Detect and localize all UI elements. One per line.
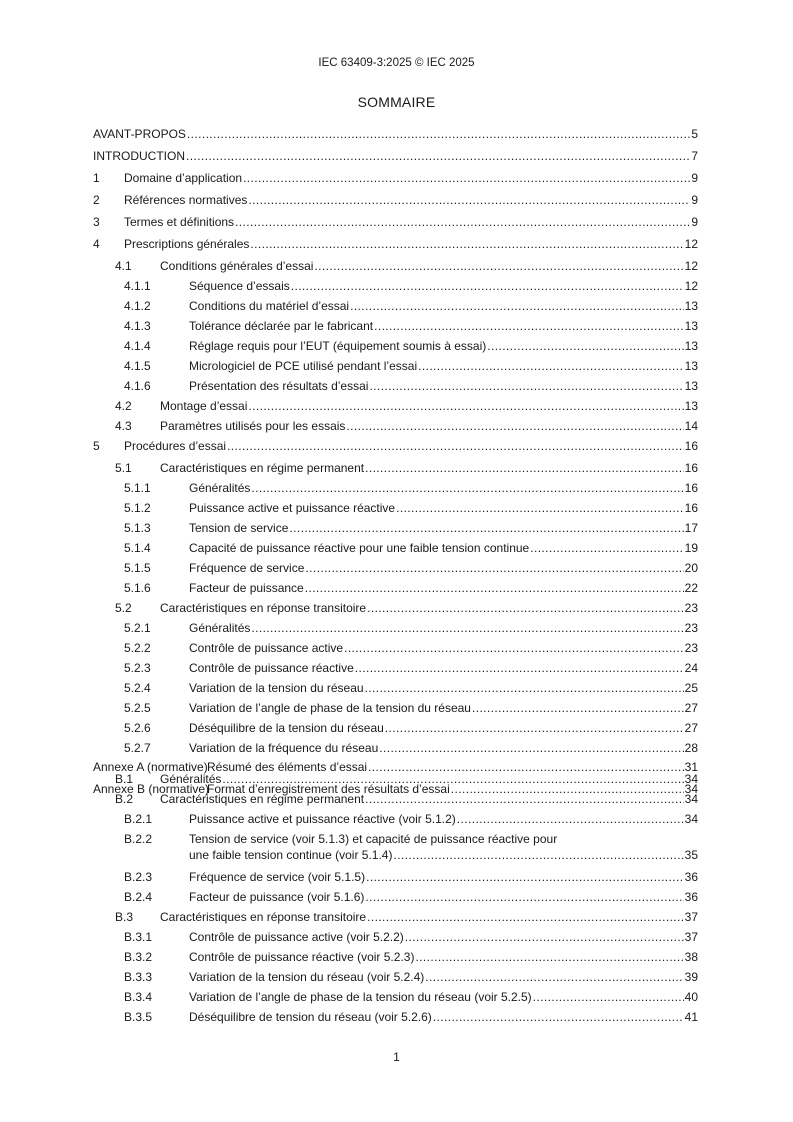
toc-entry-page: 38: [684, 950, 698, 964]
toc-leader-dots: [365, 889, 683, 905]
toc-leader-dots: [367, 909, 684, 925]
toc-leader-dots: [457, 811, 684, 827]
toc-entry-number: 5.2.4: [124, 681, 151, 695]
toc-entry-title: Fréquence de service: [189, 561, 305, 575]
toc-entry[interactable]: [93, 378, 698, 398]
toc-entry-title: Format d’enregistrement des résultats d’essai: [207, 782, 450, 796]
toc-entry-number: Annexe A (normative): [93, 760, 208, 774]
toc-entry-number: B.3.5: [124, 1010, 153, 1024]
toc-entry-title: Puissance active et puissance réactive (voir 5.1.2): [189, 812, 456, 826]
toc-entry-page: 34: [684, 772, 698, 786]
toc-entry-title: Tension de service: [189, 521, 289, 535]
toc-entry[interactable]: [93, 500, 698, 520]
toc-entry-page: 39: [684, 970, 698, 984]
toc-entry-page: 13: [684, 319, 698, 333]
toc-entry-title: Capacité de puissance réactive pour une faible tension continue: [189, 541, 530, 555]
toc-entry-number: 5.2.6: [124, 721, 151, 735]
toc-leader-dots: [374, 318, 684, 334]
toc-entry[interactable]: [93, 989, 698, 1009]
toc-entry-number: 5.2.3: [124, 661, 151, 675]
toc-leader-dots: [396, 500, 684, 516]
toc-entry-title: Tolérance déclarée par le fabricant: [189, 319, 374, 333]
toc-entry[interactable]: [93, 831, 698, 867]
toc-entry-number: B.1: [115, 772, 134, 786]
toc-entry-title: Généralités: [189, 481, 251, 495]
toc-leader-dots: [251, 480, 683, 496]
page-number: 1: [393, 1050, 400, 1064]
toc-entry-title: Conditions du matériel d’essai: [189, 299, 350, 313]
toc-entry-title: une faible tension continue (voir 5.1.4): [189, 848, 393, 862]
toc-entry[interactable]: [93, 358, 698, 378]
toc-entry[interactable]: [93, 600, 698, 620]
toc-entry-title: Micrologiciel de PCE utilisé pendant l’essai: [189, 359, 418, 373]
toc-entry-title: Domaine d’application: [124, 171, 243, 185]
toc-entry[interactable]: [93, 969, 698, 989]
toc-leader-dots: [305, 580, 684, 596]
toc-entry-page: 9: [691, 171, 698, 185]
toc-entry-page: 12: [684, 259, 698, 273]
toc-entry-title: Conditions générales d’essai: [160, 259, 314, 273]
toc-leader-dots: [248, 192, 690, 208]
page-title: SOMMAIRE: [357, 94, 436, 110]
toc-entry-page: 40: [684, 990, 698, 1004]
toc-leader-dots: [367, 600, 684, 616]
toc-leader-dots: [243, 170, 690, 186]
toc-entry[interactable]: [93, 236, 698, 256]
toc-entry[interactable]: [93, 640, 698, 660]
toc-entry-number: 5.2.1: [124, 621, 151, 635]
toc-entry-number: 4.1.3: [124, 319, 151, 333]
toc-entry-title: Procédures d’essai: [124, 439, 227, 453]
toc-entry-title: Variation de la fréquence du réseau: [189, 741, 379, 755]
toc-leader-dots: [227, 438, 684, 454]
toc-entry-title: AVANT-PROPOS: [93, 127, 186, 141]
toc-entry-number: B.2.2: [124, 832, 153, 846]
toc-entry-number: 4.1.2: [124, 299, 151, 313]
toc-entry-page: 27: [684, 721, 698, 735]
toc-leader-dots: [366, 869, 684, 885]
toc-entry[interactable]: [93, 949, 698, 969]
toc-entry[interactable]: [93, 909, 698, 929]
toc-entry-number: 4.2: [115, 399, 132, 413]
toc-entry-title: Variation de l’angle de phase de la tension du réseau (voir 5.2.5): [189, 990, 532, 1004]
toc-entry-page: 17: [684, 521, 698, 535]
toc-entry-title: Prescriptions générales: [124, 237, 250, 251]
toc-leader-dots: [472, 700, 684, 716]
toc-entry-title: Caractéristiques en réponse transitoire: [160, 910, 367, 924]
toc-entry-title: Variation de la tension du réseau (voir 5.2.4): [189, 970, 425, 984]
toc-entry[interactable]: [93, 1009, 698, 1029]
toc-leader-dots: [487, 338, 683, 354]
toc-entry-number: B.2.3: [124, 870, 153, 884]
toc-entry-number: 5.1.3: [124, 521, 151, 535]
toc-entry-page: 16: [684, 461, 698, 475]
toc-entry-number: 5.1.6: [124, 581, 151, 595]
toc-entry-number: 2: [93, 193, 100, 207]
toc-entry-title: Caractéristiques en régime permanent: [160, 461, 365, 475]
toc-leader-dots: [355, 660, 684, 676]
toc-entry-number: B.3.4: [124, 990, 153, 1004]
toc-entry[interactable]: [93, 700, 698, 720]
toc-leader-dots: [344, 640, 684, 656]
toc-entry-number: 5.1: [115, 461, 132, 475]
toc-entry-title-line1: Tension de service (voir 5.1.3) et capacité de puissance réactive pour: [189, 832, 558, 846]
toc-entry-number: B.3.3: [124, 970, 153, 984]
toc-entry-title: Variation de la tension du réseau: [189, 681, 364, 695]
toc-entry-page: 25: [684, 681, 698, 695]
toc-entry-title: Montage d’essai: [160, 399, 248, 413]
toc-leader-dots: [379, 740, 683, 756]
toc-leader-dots: [222, 771, 683, 787]
toc-entry-number: 5.1.4: [124, 541, 151, 555]
toc-entry-page: 28: [684, 741, 698, 755]
toc-entry-page: 41: [684, 1010, 698, 1024]
toc-entry[interactable]: [93, 460, 698, 480]
toc-entry-title: Paramètres utilisés pour les essais: [160, 419, 346, 433]
toc-entry-number: 4.1.1: [124, 279, 151, 293]
toc-leader-dots: [530, 540, 683, 556]
toc-entry-title: Facteur de puissance (voir 5.1.6): [189, 890, 365, 904]
toc-entry-page: 12: [684, 279, 698, 293]
toc-entry-page: 35: [684, 848, 698, 862]
toc-entry-page: 13: [684, 379, 698, 393]
toc-leader-dots: [405, 929, 684, 945]
toc-leader-dots: [291, 278, 684, 294]
toc-leader-dots: [346, 418, 683, 434]
toc-entry[interactable]: [93, 620, 698, 640]
toc-entry-title: Puissance active et puissance réactive: [189, 501, 396, 515]
toc-entry-number: 4.3: [115, 419, 132, 433]
toc-leader-dots: [350, 298, 684, 314]
toc-entry-page: 13: [684, 339, 698, 353]
toc-leader-dots: [365, 791, 684, 807]
toc-entry-number: B.3.1: [124, 930, 153, 944]
toc-entry-number: 5.2: [115, 601, 132, 615]
toc-entry-page: 14: [684, 419, 698, 433]
toc-entry[interactable]: [93, 680, 698, 700]
toc-entry-page: 36: [684, 890, 698, 904]
toc-leader-dots: [415, 949, 683, 965]
toc-leader-dots: [235, 214, 690, 230]
toc-entry[interactable]: [93, 520, 698, 540]
toc-entry-number: 4.1: [115, 259, 132, 273]
toc-entry[interactable]: [93, 298, 698, 318]
toc-entry[interactable]: [93, 418, 698, 438]
toc-entry-number: B.3.2: [124, 950, 153, 964]
toc-entry-title: Réglage requis pour l’EUT (équipement soumis à essai): [189, 339, 487, 353]
toc-entry-number: 4.1.4: [124, 339, 151, 353]
toc-entry-page: 36: [684, 870, 698, 884]
toc-entry-page: 16: [684, 439, 698, 453]
toc-entry[interactable]: [93, 278, 698, 298]
toc-entry[interactable]: [93, 740, 698, 760]
toc-entry-title: Variation de l’angle de phase de la tension du réseau: [189, 701, 471, 715]
toc-leader-dots: [385, 720, 684, 736]
toc-entry[interactable]: [93, 720, 698, 740]
toc-entry-title: Fréquence de service (voir 5.1.5): [189, 870, 366, 884]
toc-leader-dots: [248, 398, 683, 414]
toc-entry-number: B.2: [115, 792, 134, 806]
toc-entry[interactable]: [93, 580, 698, 600]
toc-entry[interactable]: [93, 929, 698, 949]
toc-entry[interactable]: [93, 258, 698, 278]
toc-entry-number: Annexe B (normative): [93, 782, 210, 796]
toc-entry-number: B.2.1: [124, 812, 153, 826]
toc-entry-title: Déséquilibre de la tension du réseau: [189, 721, 384, 735]
toc-leader-dots: [289, 520, 683, 536]
toc-entry-page: 13: [684, 359, 698, 373]
toc-entry-page: 20: [684, 561, 698, 575]
toc-leader-dots: [418, 358, 684, 374]
toc-entry-number: 5: [93, 439, 100, 453]
toc-entry-number: 5.1.1: [124, 481, 151, 495]
toc-entry-title: INTRODUCTION: [93, 149, 185, 163]
toc-entry[interactable]: [93, 192, 698, 212]
toc-entry-page: 27: [684, 701, 698, 715]
toc-entry-page: 19: [684, 541, 698, 555]
toc-entry-page: 13: [684, 399, 698, 413]
toc-entry-number: 4.1.6: [124, 379, 151, 393]
toc-leader-dots: [314, 258, 683, 274]
toc-entry-page: 34: [684, 792, 698, 806]
toc-entry-title: Caractéristiques en régime permanent: [160, 792, 365, 806]
toc-leader-dots: [187, 126, 690, 142]
toc-entry-title: Termes et définitions: [124, 215, 235, 229]
toc-entry-page: 31: [684, 760, 698, 774]
toc-entry-number: 3: [93, 215, 100, 229]
toc-entry-title: Déséquilibre de tension du réseau (voir 5.2.6): [189, 1010, 432, 1024]
toc-entry-number: 1: [93, 171, 100, 185]
toc-leader-dots: [305, 560, 683, 576]
toc-entry[interactable]: [93, 811, 698, 831]
toc-entry-number: B.2.4: [124, 890, 153, 904]
toc-entry[interactable]: [93, 338, 698, 358]
toc-entry[interactable]: [93, 889, 698, 909]
toc-entry-page: 13: [684, 299, 698, 313]
toc-entry-number: 5.2.7: [124, 741, 151, 755]
toc-entry-title: Contrôle de puissance réactive: [189, 661, 354, 675]
toc-entry-page: 37: [684, 930, 698, 944]
toc-leader-dots: [433, 1009, 684, 1025]
toc-entry[interactable]: [93, 540, 698, 560]
toc-entry-number: 5.2.5: [124, 701, 151, 715]
toc-leader-dots: [251, 620, 683, 636]
toc-entry[interactable]: [93, 170, 698, 190]
toc-entry-page: 7: [691, 149, 698, 163]
toc-entry-number: 4.1.5: [124, 359, 151, 373]
document-header: IEC 63409-3:2025 © IEC 2025: [318, 57, 475, 69]
toc-entry[interactable]: [93, 148, 698, 168]
toc-entry-title: Généralités: [160, 772, 222, 786]
toc-entry[interactable]: [93, 126, 698, 146]
toc-entry-page: 23: [684, 601, 698, 615]
toc-entry-page: 34: [684, 782, 698, 796]
toc-entry-title: Résumé des éléments d’essai: [207, 760, 368, 774]
toc-entry-page: 16: [684, 501, 698, 515]
toc-entry-page: 22: [684, 581, 698, 595]
toc-entry-page: 37: [684, 910, 698, 924]
toc-entry-title: Références normatives: [124, 193, 248, 207]
toc-entry-page: 23: [684, 641, 698, 655]
toc-entry[interactable]: [93, 791, 698, 811]
toc-entry[interactable]: [93, 771, 698, 791]
toc-entry-title: Contrôle de puissance réactive (voir 5.2.3): [189, 950, 415, 964]
toc-entry-page: 34: [684, 812, 698, 826]
toc-entry-title: Séquence d’essais: [189, 279, 290, 293]
toc-entry-page: 12: [684, 237, 698, 251]
toc-entry[interactable]: [93, 480, 698, 500]
toc-entry[interactable]: [93, 660, 698, 680]
toc-entry-page: 24: [684, 661, 698, 675]
toc-entry[interactable]: [93, 318, 698, 338]
toc-entry-number: 5.1.5: [124, 561, 151, 575]
toc-entry-title: Généralités: [189, 621, 251, 635]
toc-leader-dots: [365, 680, 684, 696]
toc-entry-page: 5: [691, 127, 698, 141]
toc-entry-title: Caractéristiques en réponse transitoire: [160, 601, 367, 615]
toc-entry-number: 5.1.2: [124, 501, 151, 515]
toc-entry-page: 23: [684, 621, 698, 635]
toc-leader-dots: [369, 378, 683, 394]
toc-entry-page: 9: [691, 215, 698, 229]
toc-entry-title: Présentation des résultats d’essai: [189, 379, 369, 393]
toc-entry-title: Contrôle de puissance active: [189, 641, 344, 655]
toc-entry-number: B.3: [115, 910, 134, 924]
toc-entry-number: 5.2.2: [124, 641, 151, 655]
toc-entry-page: 9: [691, 193, 698, 207]
toc-entry-title: Contrôle de puissance active (voir 5.2.2): [189, 930, 404, 944]
toc-entry[interactable]: [93, 398, 698, 418]
toc-leader-dots: [186, 148, 690, 164]
toc-entry[interactable]: [93, 560, 698, 580]
toc-entry[interactable]: [93, 214, 698, 234]
toc-entry-number: 4: [93, 237, 100, 251]
toc-leader-dots: [533, 989, 684, 1005]
toc-entry-page: 16: [684, 481, 698, 495]
toc-leader-dots: [425, 969, 683, 985]
toc-entry[interactable]: [93, 438, 698, 458]
toc-leader-dots: [365, 460, 684, 476]
toc-leader-dots: [250, 236, 683, 252]
toc-entry[interactable]: [93, 869, 698, 889]
toc-leader-dots: [393, 847, 683, 863]
toc-entry-title: Facteur de puissance: [189, 581, 304, 595]
